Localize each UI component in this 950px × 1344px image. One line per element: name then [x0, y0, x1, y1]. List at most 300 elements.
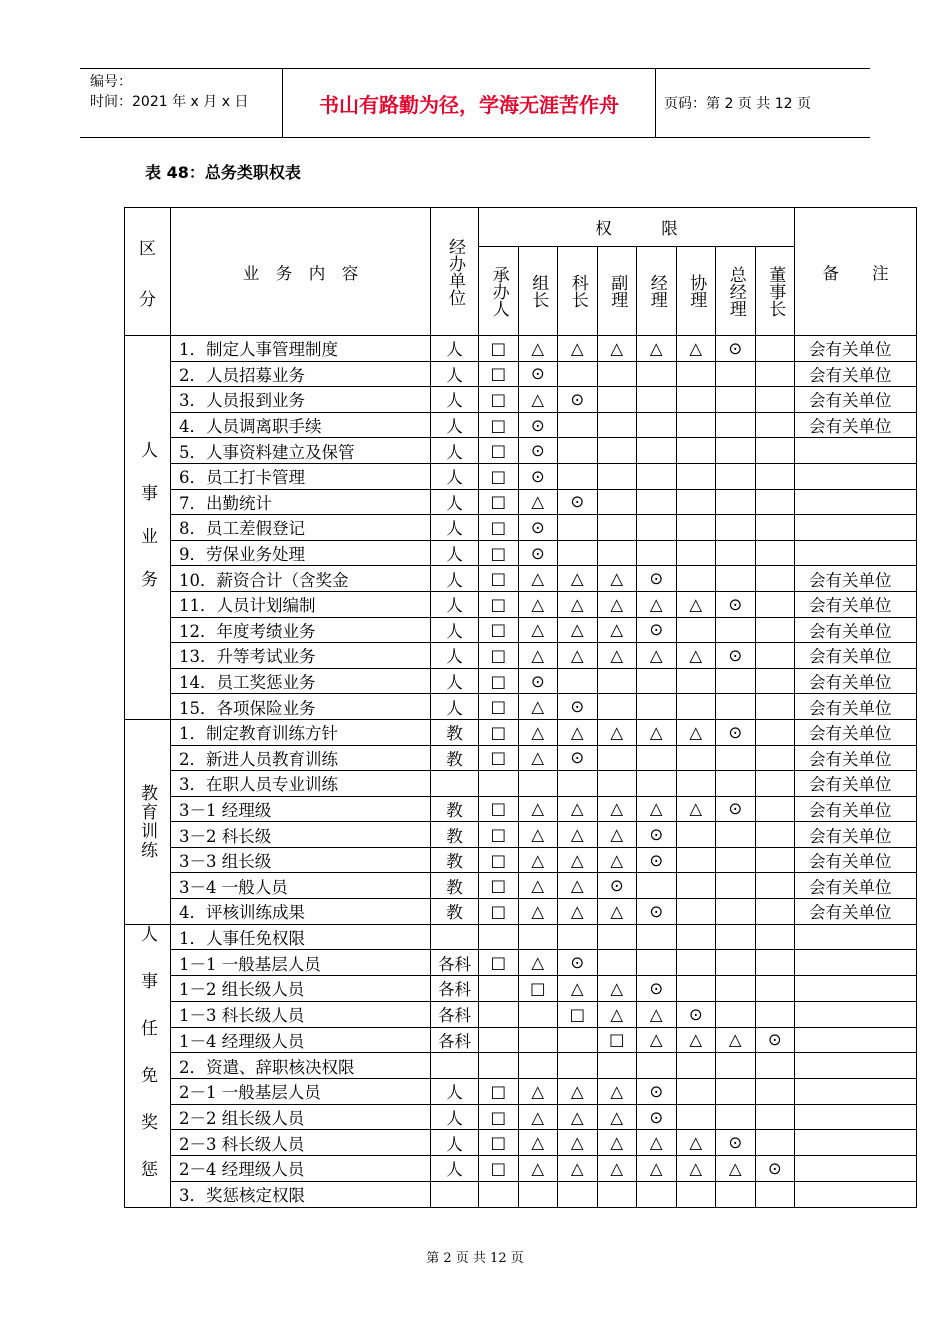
unit-cell: 人 — [431, 1130, 479, 1156]
authority-mark: □ — [479, 540, 519, 566]
table-row — [125, 924, 917, 950]
authority-mark — [755, 745, 795, 771]
table-row — [125, 771, 917, 797]
table-title: 表 48：总务类职权表 — [145, 163, 301, 182]
note-cell: 会有关单位 — [795, 643, 917, 669]
authority-mark — [716, 1053, 756, 1079]
authority-mark — [637, 438, 677, 464]
authority-mark: △ — [597, 1130, 637, 1156]
authority-mark — [676, 566, 716, 592]
authority-mark: △ — [558, 617, 598, 643]
unit-cell: 各科 — [431, 976, 479, 1002]
authority-mark — [676, 899, 716, 925]
note-cell: 会有关单位 — [795, 591, 917, 617]
authority-mark — [716, 899, 756, 925]
authority-mark: ⊙ — [716, 796, 756, 822]
authority-mark: △ — [518, 950, 558, 976]
authority-mark — [755, 847, 795, 873]
table-row — [125, 463, 917, 489]
authority-mark: △ — [676, 643, 716, 669]
authority-mark — [755, 1181, 795, 1207]
authority-mark: △ — [558, 643, 598, 669]
authority-mark — [755, 540, 795, 566]
authority-mark — [716, 873, 756, 899]
authority-mark — [479, 976, 519, 1002]
authority-mark — [716, 694, 756, 720]
item-cell: 1．制定教育训练方针 — [171, 719, 431, 745]
table-row — [125, 950, 917, 976]
table-row — [125, 847, 917, 873]
note-cell: 会有关单位 — [795, 387, 917, 413]
authority-mark — [597, 694, 637, 720]
authority-mark — [558, 1027, 598, 1053]
header-meta — [80, 69, 282, 137]
unit-cell: 人 — [431, 463, 479, 489]
authority-mark — [676, 515, 716, 541]
table-row — [125, 591, 917, 617]
authority-mark: △ — [597, 847, 637, 873]
role-header-label: 经理 — [646, 274, 667, 308]
authority-mark: □ — [479, 566, 519, 592]
motto: 书山有路勤为径，学海无涯苦作舟 — [282, 69, 656, 137]
authority-mark — [716, 566, 756, 592]
authority-mark — [716, 515, 756, 541]
table-row — [125, 617, 917, 643]
authority-mark — [716, 617, 756, 643]
role-header-label: 协理 — [686, 274, 707, 308]
authority-mark — [755, 771, 795, 797]
authority-mark: △ — [518, 694, 558, 720]
role-header-label: 副理 — [607, 274, 628, 308]
unit-cell: 人 — [431, 387, 479, 413]
authority-mark — [755, 873, 795, 899]
item-cell: 1－4 经理级人员 — [171, 1027, 431, 1053]
item-cell: 9．劳保业务处理 — [171, 540, 431, 566]
unit-cell: 各科 — [431, 1027, 479, 1053]
item-cell: 2－1 一般基层人员 — [171, 1078, 431, 1104]
note-cell: 会有关单位 — [795, 566, 917, 592]
authority-mark: △ — [518, 643, 558, 669]
authority-mark: ⊙ — [518, 668, 558, 694]
authority-mark — [676, 438, 716, 464]
unit-cell: 教 — [431, 745, 479, 771]
item-cell: 6．员工打卡管理 — [171, 463, 431, 489]
authority-mark: △ — [637, 1130, 677, 1156]
authority-mark — [755, 463, 795, 489]
authority-mark: ⊙ — [558, 489, 598, 515]
authority-mark: □ — [479, 387, 519, 413]
authority-mark — [597, 745, 637, 771]
note-cell — [795, 1078, 917, 1104]
authority-mark: △ — [558, 899, 598, 925]
authority-mark: △ — [518, 336, 558, 362]
authority-mark — [676, 1053, 716, 1079]
authority-header: 权 限 — [479, 208, 795, 247]
table-row — [125, 566, 917, 592]
item-cell: 2．新进人员教育训练 — [171, 745, 431, 771]
item-cell: 3－4 一般人员 — [171, 873, 431, 899]
authority-mark: ⊙ — [518, 515, 558, 541]
authority-mark: □ — [479, 745, 519, 771]
authority-mark — [676, 745, 716, 771]
table-row — [125, 976, 917, 1002]
authority-mark — [597, 489, 637, 515]
authority-mark — [637, 489, 677, 515]
authority-mark — [755, 796, 795, 822]
item-cell: 11．人员计划编制 — [171, 591, 431, 617]
authority-mark: □ — [479, 361, 519, 387]
authority-mark: ⊙ — [637, 847, 677, 873]
authority-mark — [558, 540, 598, 566]
authority-mark: △ — [558, 976, 598, 1002]
authority-mark: □ — [479, 336, 519, 362]
authority-mark — [637, 924, 677, 950]
note-cell — [795, 489, 917, 515]
authority-mark: △ — [597, 643, 637, 669]
authority-mark: △ — [716, 1156, 756, 1182]
unit-cell: 人 — [431, 515, 479, 541]
authority-mark: △ — [637, 336, 677, 362]
unit-cell — [431, 924, 479, 950]
authority-mark: ⊙ — [637, 1078, 677, 1104]
authority-mark: △ — [558, 796, 598, 822]
table-row — [125, 643, 917, 669]
item-cell: 2－4 经理级人员 — [171, 1156, 431, 1182]
authority-mark — [637, 873, 677, 899]
item-cell: 7．出勤统计 — [171, 489, 431, 515]
authority-mark — [716, 976, 756, 1002]
authority-mark: □ — [479, 1130, 519, 1156]
authority-mark: △ — [676, 1130, 716, 1156]
item-cell: 3．人员报到业务 — [171, 387, 431, 413]
authority-mark: △ — [518, 566, 558, 592]
authority-mark: □ — [479, 899, 519, 925]
table-row — [125, 1078, 917, 1104]
note-cell: 会有关单位 — [795, 412, 917, 438]
authority-mark — [637, 540, 677, 566]
authority-mark — [637, 771, 677, 797]
authority-mark: □ — [479, 719, 519, 745]
authority-mark: △ — [597, 796, 637, 822]
authority-mark — [755, 438, 795, 464]
authority-mark: △ — [518, 796, 558, 822]
role-header — [716, 247, 756, 336]
authority-mark — [755, 719, 795, 745]
table-row — [125, 719, 917, 745]
authority-mark — [518, 1001, 558, 1027]
authority-mark — [597, 771, 637, 797]
table-row — [125, 489, 917, 515]
authority-mark — [597, 463, 637, 489]
section-name: 教育训练 — [137, 783, 157, 860]
role-header-label: 董事长 — [765, 265, 786, 317]
authority-mark — [479, 924, 519, 950]
authority-mark: □ — [479, 617, 519, 643]
authority-mark — [755, 515, 795, 541]
authority-mark — [676, 950, 716, 976]
authority-mark — [518, 924, 558, 950]
authority-mark: □ — [479, 1104, 519, 1130]
unit-cell: 教 — [431, 873, 479, 899]
unit-cell: 人 — [431, 1078, 479, 1104]
table-row — [125, 515, 917, 541]
authority-mark: ⊙ — [716, 643, 756, 669]
authority-mark — [755, 643, 795, 669]
authority-mark — [479, 1053, 519, 1079]
authority-mark: □ — [518, 976, 558, 1002]
authority-mark: △ — [518, 617, 558, 643]
role-header — [676, 247, 716, 336]
table-row — [125, 745, 917, 771]
authority-mark — [755, 361, 795, 387]
authority-mark: ⊙ — [716, 591, 756, 617]
item-cell: 15．各项保险业务 — [171, 694, 431, 720]
authority-mark: ⊙ — [637, 899, 677, 925]
section-name: 人事任免奖惩 — [137, 924, 157, 1207]
authority-mark — [755, 1130, 795, 1156]
unit-cell: 人 — [431, 617, 479, 643]
authority-mark — [637, 412, 677, 438]
zone-header: 区 分 — [125, 208, 171, 336]
authority-mark — [755, 387, 795, 413]
authority-mark — [558, 668, 598, 694]
table-row — [125, 1104, 917, 1130]
authority-mark: ⊙ — [716, 719, 756, 745]
authority-mark — [755, 1104, 795, 1130]
authority-mark: △ — [597, 591, 637, 617]
authority-mark: △ — [558, 591, 598, 617]
item-cell: 3－3 组长级 — [171, 847, 431, 873]
note-cell — [795, 540, 917, 566]
authority-mark: ⊙ — [637, 1104, 677, 1130]
authority-mark — [637, 1181, 677, 1207]
authority-mark — [676, 540, 716, 566]
authority-mark — [755, 1078, 795, 1104]
authority-mark: □ — [479, 515, 519, 541]
table-row — [125, 796, 917, 822]
note-cell — [795, 924, 917, 950]
authority-mark: △ — [676, 719, 716, 745]
authority-mark — [716, 924, 756, 950]
authority-mark — [716, 361, 756, 387]
authority-mark — [676, 924, 716, 950]
table-row — [125, 1130, 917, 1156]
authority-mark: △ — [597, 822, 637, 848]
authority-mark — [597, 1181, 637, 1207]
authority-mark — [676, 668, 716, 694]
unit-cell — [431, 771, 479, 797]
authority-mark — [676, 1078, 716, 1104]
authority-mark — [637, 745, 677, 771]
item-cell: 14．员工奖惩业务 — [171, 668, 431, 694]
authority-mark: ⊙ — [518, 463, 558, 489]
item-cell: 2－3 科长级人员 — [171, 1130, 431, 1156]
authority-mark: △ — [558, 566, 598, 592]
authority-mark — [716, 412, 756, 438]
authority-mark: △ — [637, 1001, 677, 1027]
note-cell: 会有关单位 — [795, 719, 917, 745]
table-row — [125, 438, 917, 464]
authority-mark: ⊙ — [558, 694, 598, 720]
authority-mark: △ — [558, 1156, 598, 1182]
item-cell: 1．人事任免权限 — [171, 924, 431, 950]
note-cell — [795, 1181, 917, 1207]
authority-mark: △ — [558, 873, 598, 899]
item-cell: 4．人员调离职手续 — [171, 412, 431, 438]
item-cell: 1．制定人事管理制度 — [171, 336, 431, 362]
authority-mark — [716, 1078, 756, 1104]
content-header: 业 务 内 容 — [171, 208, 431, 336]
table-row — [125, 694, 917, 720]
unit-cell: 人 — [431, 643, 479, 669]
authority-mark: ⊙ — [558, 745, 598, 771]
authority-mark — [597, 387, 637, 413]
authority-mark: △ — [518, 822, 558, 848]
unit-cell: 人 — [431, 1104, 479, 1130]
note-cell: 会有关单位 — [795, 617, 917, 643]
authority-mark — [479, 771, 519, 797]
authority-mark: □ — [597, 1027, 637, 1053]
authority-mark: □ — [479, 668, 519, 694]
note-cell: 会有关单位 — [795, 873, 917, 899]
authority-mark: △ — [518, 1104, 558, 1130]
authority-mark: ⊙ — [518, 361, 558, 387]
authority-mark: △ — [637, 1027, 677, 1053]
authority-mark — [755, 924, 795, 950]
authority-mark: △ — [597, 1001, 637, 1027]
authority-mark — [637, 1053, 677, 1079]
authority-mark: △ — [597, 719, 637, 745]
authority-mark — [597, 412, 637, 438]
authority-mark — [676, 412, 716, 438]
authority-mark: △ — [676, 1027, 716, 1053]
authority-mark — [479, 1027, 519, 1053]
unit-cell: 教 — [431, 899, 479, 925]
authority-mark — [755, 336, 795, 362]
authority-mark — [637, 361, 677, 387]
authority-mark — [479, 1181, 519, 1207]
note-cell: 会有关单位 — [795, 822, 917, 848]
item-cell: 2．人员招募业务 — [171, 361, 431, 387]
authority-mark — [676, 489, 716, 515]
authority-mark — [597, 668, 637, 694]
authority-mark: △ — [518, 489, 558, 515]
authority-mark — [716, 668, 756, 694]
authority-mark — [637, 668, 677, 694]
authority-mark — [755, 412, 795, 438]
authority-mark: △ — [716, 1027, 756, 1053]
authority-mark: □ — [479, 847, 519, 873]
authority-mark: ⊙ — [716, 336, 756, 362]
authority-mark: △ — [518, 719, 558, 745]
section-name: 人事业务 — [137, 441, 157, 614]
authority-mark: ⊙ — [755, 1156, 795, 1182]
authority-mark — [755, 950, 795, 976]
note-cell: 会有关单位 — [795, 847, 917, 873]
authority-mark: △ — [518, 1156, 558, 1182]
table-row — [125, 412, 917, 438]
unit-cell: 各科 — [431, 950, 479, 976]
authority-mark — [676, 1181, 716, 1207]
item-cell: 8．员工差假登记 — [171, 515, 431, 541]
authority-mark — [716, 745, 756, 771]
authority-mark — [676, 694, 716, 720]
authority-mark — [755, 566, 795, 592]
unit-cell: 各科 — [431, 1001, 479, 1027]
authority-mark: △ — [558, 719, 598, 745]
item-cell: 3－2 科长级 — [171, 822, 431, 848]
authority-mark: ⊙ — [676, 1001, 716, 1027]
item-cell: 5．人事资料建立及保管 — [171, 438, 431, 464]
authority-mark — [716, 1001, 756, 1027]
authority-mark: □ — [558, 1001, 598, 1027]
note-cell — [795, 1027, 917, 1053]
table-row — [125, 899, 917, 925]
section-label — [125, 924, 171, 1207]
authority-mark: △ — [597, 976, 637, 1002]
authority-mark: ⊙ — [558, 950, 598, 976]
authority-mark: △ — [518, 873, 558, 899]
code-label: 编号： — [90, 74, 132, 90]
authority-mark — [676, 1104, 716, 1130]
note-cell: 会有关单位 — [795, 899, 917, 925]
authority-mark — [755, 1053, 795, 1079]
table-row — [125, 1001, 917, 1027]
authority-mark: △ — [637, 643, 677, 669]
note-cell — [795, 463, 917, 489]
authority-mark — [716, 489, 756, 515]
authority-mark — [558, 924, 598, 950]
section-label — [125, 719, 171, 924]
item-cell: 10．薪资合计（含奖金 — [171, 566, 431, 592]
authority-mark — [558, 1181, 598, 1207]
authority-mark: △ — [637, 1156, 677, 1182]
time-label: 时间：2021 年 x 月 x 日 — [90, 94, 249, 110]
note-cell: 会有关单位 — [795, 796, 917, 822]
authority-mark — [597, 1053, 637, 1079]
authority-mark: □ — [479, 796, 519, 822]
authority-mark: □ — [479, 873, 519, 899]
item-cell: 4．评核训练成果 — [171, 899, 431, 925]
authority-mark: △ — [597, 899, 637, 925]
authority-mark: □ — [479, 489, 519, 515]
item-cell: 1－3 科长级人员 — [171, 1001, 431, 1027]
authority-mark — [558, 771, 598, 797]
item-cell: 1－1 一般基层人员 — [171, 950, 431, 976]
authority-mark: □ — [479, 694, 519, 720]
role-header — [637, 247, 677, 336]
item-cell: 2．资遣、辞职核决权限 — [171, 1053, 431, 1079]
authority-mark: △ — [676, 796, 716, 822]
authority-mark — [716, 387, 756, 413]
authority-mark: ⊙ — [637, 566, 677, 592]
page-footer: 第 2 页 共 12 页 — [426, 1251, 524, 1266]
authority-mark: △ — [558, 336, 598, 362]
note-cell — [795, 1104, 917, 1130]
unit-cell: 教 — [431, 822, 479, 848]
table-row — [125, 1181, 917, 1207]
page-label: 页码：第 2 页 共 12 页 — [664, 96, 811, 112]
authority-mark — [558, 463, 598, 489]
authority-mark: □ — [479, 822, 519, 848]
table-row — [125, 336, 917, 362]
role-header-label: 科长 — [567, 274, 588, 308]
table-row — [125, 873, 917, 899]
authority-mark — [676, 617, 716, 643]
authority-mark — [597, 515, 637, 541]
authority-mark: ⊙ — [755, 1027, 795, 1053]
authority-mark: △ — [676, 1156, 716, 1182]
